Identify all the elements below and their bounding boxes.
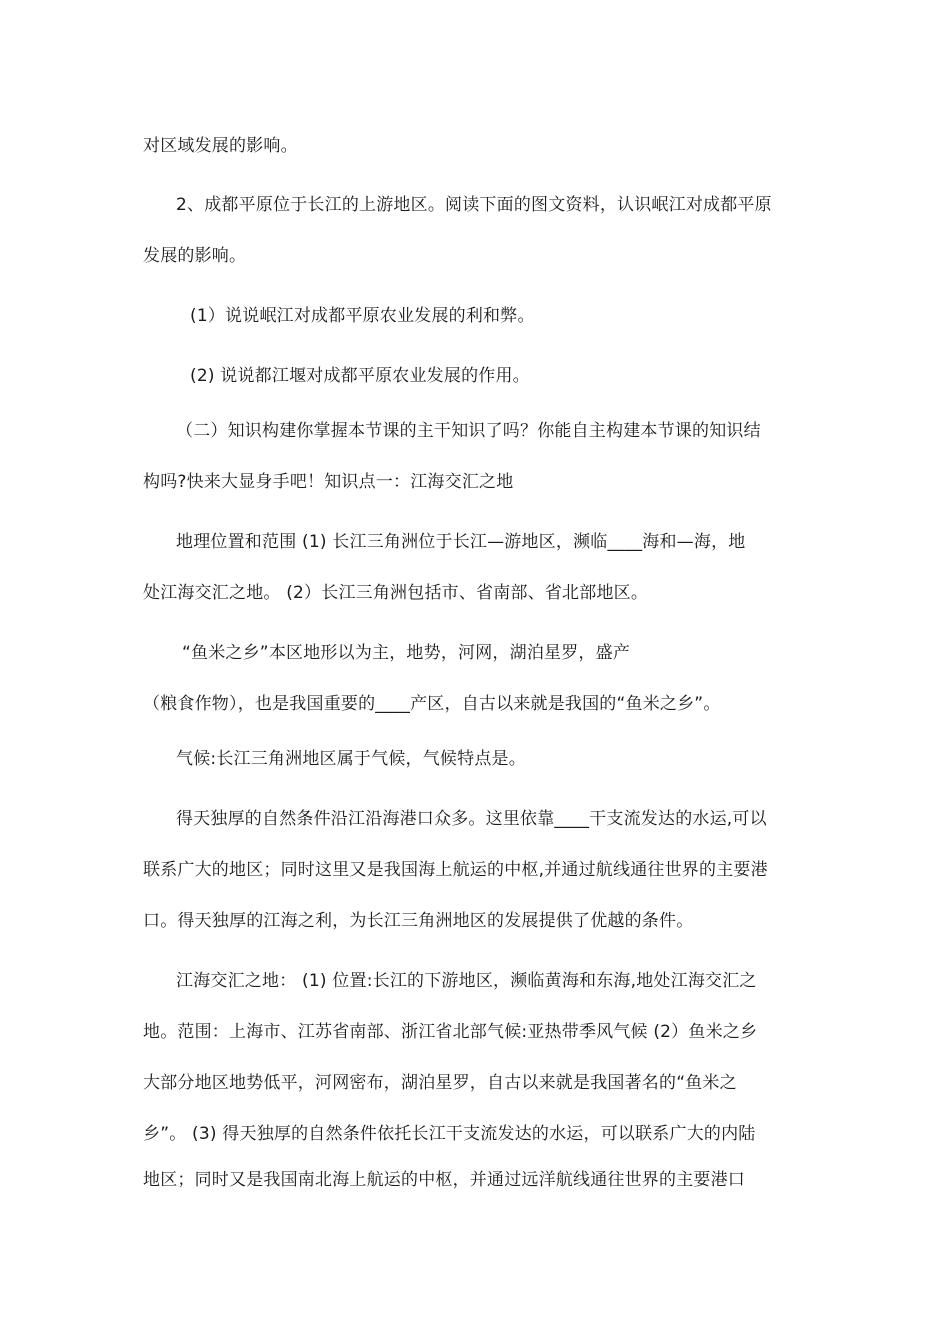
text-line: 口。得天独厚的江海之利，为长江三角洲地区的发展提供了优越的条件。: [143, 911, 694, 931]
text-line: 发展的影响。: [143, 246, 247, 266]
fish-rice-line: “鱼米之乡”本区地形以为主，地势，河网，湖泊星罗，盛产: [182, 643, 631, 663]
text-line: （粮食作物），也是我国重要的____产区，自古以来就是我国的“鱼米之乡”。: [143, 694, 721, 714]
natural-conditions-line: 得天独厚的自然条件沿江沿海港口众多。这里依靠____干支流发达的水运,可以: [176, 809, 767, 829]
text-line: 地。范围：上海市、江苏省南部、浙江省北部气候:亚热带季风气候 (2）鱼米之乡: [143, 1022, 758, 1042]
sub-question-2: (2) 说说都江堰对成都平原农业发展的作用。: [190, 366, 530, 386]
text-line: 大部分地区地势低平，河网密布，湖泊星罗，自古以来就是我国著名的“鱼米之: [143, 1073, 737, 1093]
text-line: 乡”。 (3) 得天独厚的自然条件依托长江干支流发达的水运，可以联系广大的内陆: [143, 1124, 756, 1144]
question-2-line: 2、成都平原位于长江的上游地区。阅读下面的图文资料，认识岷江对成都平原: [176, 195, 772, 215]
text-line: 地区；同时又是我国南北海上航运的中枢，并通过远洋航线通往世界的主要港口: [143, 1170, 745, 1190]
summary-line: 江海交汇之地： (1) 位置:长江的下游地区，濒临黄海和东海,地处江海交汇之: [176, 971, 757, 991]
section-heading-knowledge: （二）知识构建你掌握本节课的主干知识了吗？你能自主构建本节课的知识结: [176, 421, 761, 441]
climate-line: 气候:长江三角洲地区属于气候，气候特点是。: [176, 749, 526, 769]
location-range-line: 地理位置和范围 (1) 长江三角洲位于长江—游地区，濒临____海和—海，地: [176, 532, 746, 552]
text-line: 对区域发展的影响。: [143, 136, 298, 156]
text-line: 构吗?快来大显身手吧！知识点一：江海交汇之地: [143, 472, 514, 492]
text-line: 联系广大的地区；同时这里又是我国海上航运的中枢,并通过航线通往世界的主要港: [143, 860, 768, 880]
text-line: 处江海交汇之地。 (2）长江三角洲包括市、省南部、省北部地区。: [143, 583, 649, 603]
sub-question-1: (1）说说岷江对成都平原农业发展的利和弊。: [190, 306, 535, 326]
